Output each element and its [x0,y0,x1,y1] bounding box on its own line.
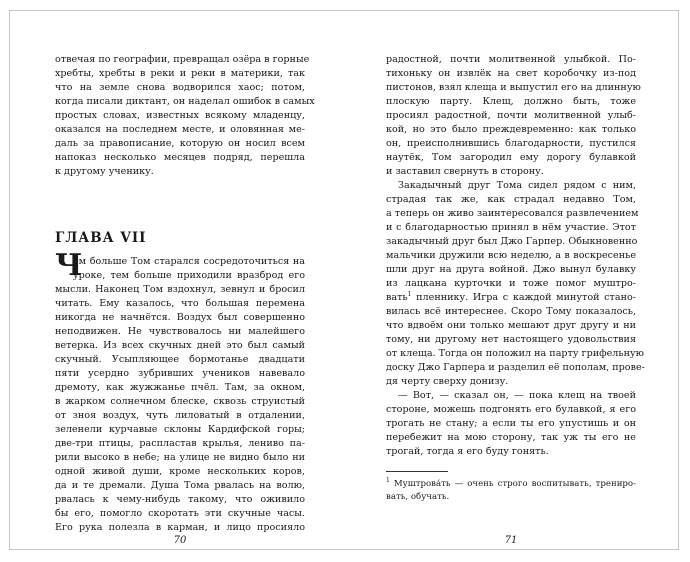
text-span: вать [386,292,408,303]
text-line: он, преисполнившись благодарности, пустился [386,138,636,149]
text-line: от клеща. Тогда он положил на парту грифельную [386,348,645,359]
text-line: даль за правописание, которую он носил всем [55,138,305,149]
text-line: страдая так же, как страдал недавно Том, [386,194,636,205]
text-line: наутёк, Том загородил ему дорогу булавкой [386,152,636,163]
text-line: радостной, почти молитвенной улыбкой. По- [386,54,636,65]
text-line: просиял радостной, почти молитвенной улыб- [386,110,636,121]
text-line: никогда не начнётся. Воздух был совершенно [55,312,305,323]
page-number: 71 [504,535,518,546]
text-line: доску Джо Гарпера и разделил её пополам, прове- [386,362,645,373]
text-line: отвечая по географии, превращал озёра в горные [55,54,310,65]
text-line: дремоту, как жужжанье пчёл. Там, за окном, [55,382,305,393]
text-line: оказался на последнем месте, и оловянная ме- [55,124,305,135]
text-line: что на земле снова водворился хаос; потом, [55,82,305,93]
text-line: пяти усердно зубривших учеников навевало [55,368,305,379]
text-line: тихоньку он извлёк на свет коробочку из-под [386,68,636,79]
footnote-reference: 1 [407,290,412,298]
text-line: перебежит на мою сторону, так уж ты его не [386,432,636,443]
text-line: ветерка. Из всех скучных дней это был самый [55,340,305,351]
text-line: в жарком солнечном блеске, сквозь струистый [55,396,305,407]
text-line: и с благодарностью принял в нём участие. Этот [386,222,636,233]
text-line: а теперь он живо заинтересовался развлечением [386,208,639,219]
text-line: уроке, тем больше приходили вразброд его [73,270,305,281]
text-line: — Вот, — сказал он, — пока клещ на твоей [398,390,636,401]
text-line: бы его, помогло скоротать эти скучные часы. [55,508,305,519]
text-line: ем больше Том старался сосредоточиться на [73,256,305,267]
footnote-text: Муштрова́ть — очень строго воспитывать, трениро- [389,479,636,489]
text-line: к другому ученику. [55,166,154,177]
text-line: две-три птицы, распластав крылья, лениво па- [55,438,305,449]
text-line: когда писали диктант, он наделал ошибок в самых [55,96,315,107]
text-line [386,291,636,304]
text-line: трогай, тогда я его буду гонять. [386,446,549,457]
text-line: рили высоко в небе; на улице не видно было ни [55,452,305,463]
text-line: Его рука полезла в карман, и лицо просияло [55,522,305,533]
text-line: мысли. Наконец Том вздохнул, зевнул и бросил [55,284,305,295]
text-line: да и те дремали. Душа Тома рвалась на волю, [55,480,305,491]
text-span: пленнику. Игра с каждой минутой стано- [411,292,636,303]
text-line: дя черту сверху донизу. [386,376,509,387]
text-line: мальчики дружили всю неделю, а в воскресенье [386,250,636,261]
footnote [386,478,636,490]
text-line: напоказ несколько месяцев подряд, перешла [55,152,305,163]
text-line: закадычный друг был Джо Гарпер. Обыкновенно [386,236,638,247]
text-line: трогать не стану; а если ты его упустишь и он [386,418,636,429]
page-number: 70 [173,535,187,546]
text-line: зеленели курчавые склоны Кардифской горы; [55,424,305,435]
text-line: тому, ни другому нет настоящего удовольствия [386,334,636,345]
text-line: Закадычный друг Тома сидел рядом с ним, [398,180,636,191]
drop-cap: Ч [55,248,83,283]
text-line: рвалась к чему-нибудь такому, что оживило [55,494,305,505]
text-line: пистонов, взял клеща и выпустил его на длинную [386,82,641,93]
text-line: и заставил свернуть в сторону. [386,166,544,177]
text-line: хребты, хребты в реки и реки в материки, так [55,68,305,79]
text-line: скучный. Усыпляющее бормотанье двадцати [55,354,305,365]
text-line: шли друг на друга войной. Джо вынул булавку [386,264,636,275]
chapter-title: ГЛАВА VII [55,230,147,246]
text-line: плоскую парту. Клещ, должно быть, тоже [386,96,636,107]
footnote-divider [386,471,448,472]
footnote: вать, обучать. [386,492,450,502]
text-line: стороне, можешь подгонять его булавкой, я его [386,404,636,415]
text-line: простых словах, известных всякому младенцу, [55,110,305,121]
text-line: неподвижен. Не чувствовалось ни малейшего [55,326,305,337]
text-line: читать. Ему казалось, что большая перемена [55,298,305,309]
text-line: кой, но это было преждевременно: как только [386,124,636,135]
text-line: из лацкана курточки и тоже помог муштро- [386,278,636,289]
text-line: что вдвоём они только мешают друг другу и ни [386,320,636,331]
text-line: одной живой души, кроме нескольких коров, [55,466,305,477]
text-line: вилась всё интереснее. Скоро Тому показалось, [386,306,636,317]
text-line: от зноя воздух, чуть лиловатый в отдалении, [55,410,305,421]
footnote-mark: 1 [386,477,390,485]
